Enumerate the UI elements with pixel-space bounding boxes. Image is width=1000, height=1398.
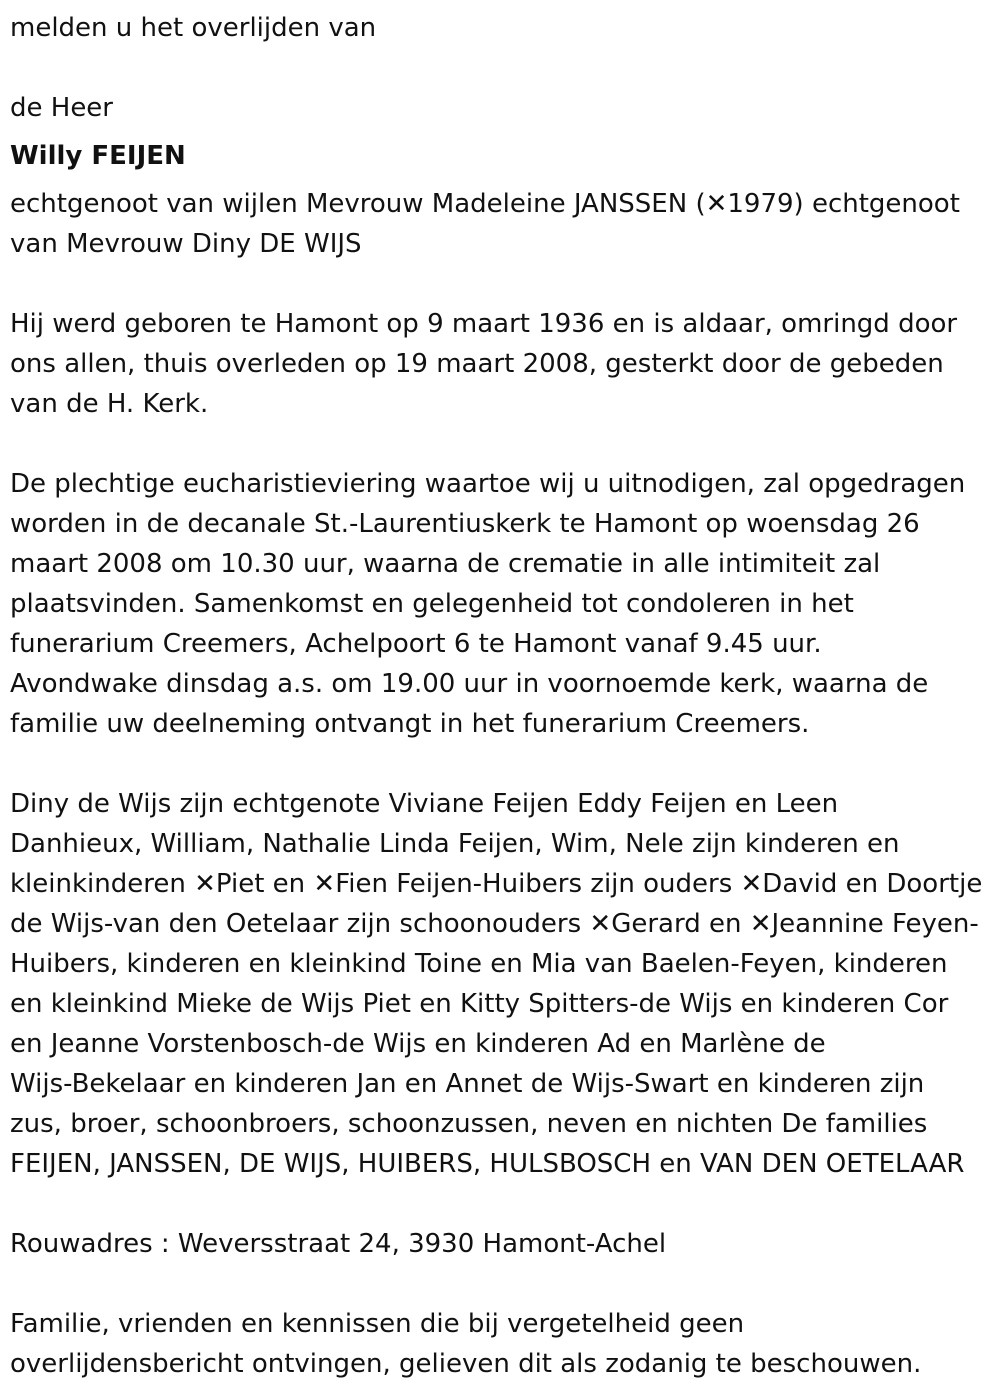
paragraph-line: familie uw deelneming ontvangt in het funerarium Creemers. (10, 709, 810, 739)
paragraph-line: ons allen, thuis overleden op 19 maart 2008, gesterkt door de gebeden (10, 349, 944, 379)
paragraph-line: overlijdensbericht ontvingen, gelieven dit als zodanig te beschouwen. (10, 1349, 922, 1379)
ceremony-paragraph (10, 464, 990, 744)
paragraph-line: FEIJEN, JANSSEN, DE WIJS, HUIBERS, HULSBOSCH en VAN DEN OETELAAR (10, 1149, 965, 1179)
paragraph-line: en kleinkind Mieke de Wijs Piet en Kitty Spitters-de Wijs en kinderen Cor (10, 989, 949, 1019)
paragraph-line: Huibers, kinderen en kleinkind Toine en Mia van Baelen-Feyen, kinderen (10, 949, 948, 979)
paragraph-line: Hij werd geboren te Hamont op 9 maart 1936 en is aldaar, omringd door (10, 309, 958, 339)
salutation: de Heer (10, 93, 113, 123)
paragraph-line: zus, broer, schoonbroers, schoonzussen, neven en nichten De families (10, 1109, 928, 1139)
spouse-line: van Mevrouw Diny DE WIJS (10, 229, 362, 259)
paragraph-line: Familie, vrienden en kennissen die bij vergetelheid geen (10, 1309, 745, 1339)
paragraph-line: Avondwake dinsdag a.s. om 19.00 uur in voornoemde kerk, waarna de (10, 669, 929, 699)
paragraph-line: funerarium Creemers, Achelpoort 6 te Hamont vanaf 9.45 uur. (10, 629, 822, 659)
paragraph-line: Wijs-Bekelaar en kinderen Jan en Annet de Wijs-Swart en kinderen zijn (10, 1069, 925, 1099)
family-paragraph (10, 784, 990, 1184)
paragraph-line: van de H. Kerk. (10, 389, 209, 419)
paragraph-line: maart 2008 om 10.30 uur, waarna de crematie in alle intimiteit zal (10, 549, 881, 579)
paragraph-line: en Jeanne Vorstenbosch-de Wijs en kinderen Ad en Marlène de (10, 1029, 826, 1059)
paragraph-line: De plechtige eucharistieviering waartoe wij u uitnodigen, zal opgedragen (10, 469, 966, 499)
deceased-name: Willy FEIJEN (10, 141, 186, 171)
mourning-address: Rouwadres : Weversstraat 24, 3930 Hamont-Achel (10, 1229, 667, 1259)
paragraph-line: de Wijs-van den Oetelaar zijn schoonouders ✕Gerard en ✕Jeannine Feyen- (10, 909, 979, 939)
paragraph-line: kleinkinderen ✕Piet en ✕Fien Feijen-Huibers zijn ouders ✕David en Doortje (10, 869, 983, 899)
paragraph-line: plaatsvinden. Samenkomst en gelegenheid tot condoleren in het (10, 589, 854, 619)
paragraph-line: Diny de Wijs zijn echtgenote Viviane Feijen Eddy Feijen en Leen (10, 789, 839, 819)
birth-death-paragraph (10, 304, 990, 424)
intro-text: melden u het overlijden van (10, 13, 377, 43)
paragraph-line: Danhieux, William, Nathalie Linda Feijen, Wim, Nele zijn kinderen en (10, 829, 900, 859)
closing-paragraph (10, 1304, 990, 1384)
paragraph-line: worden in de decanale St.-Laurentiuskerk te Hamont op woensdag 26 (10, 509, 920, 539)
spouse-line: echtgenoot van wijlen Mevrouw Madeleine JANSSEN (✕1979) echtgenoot (10, 189, 960, 219)
